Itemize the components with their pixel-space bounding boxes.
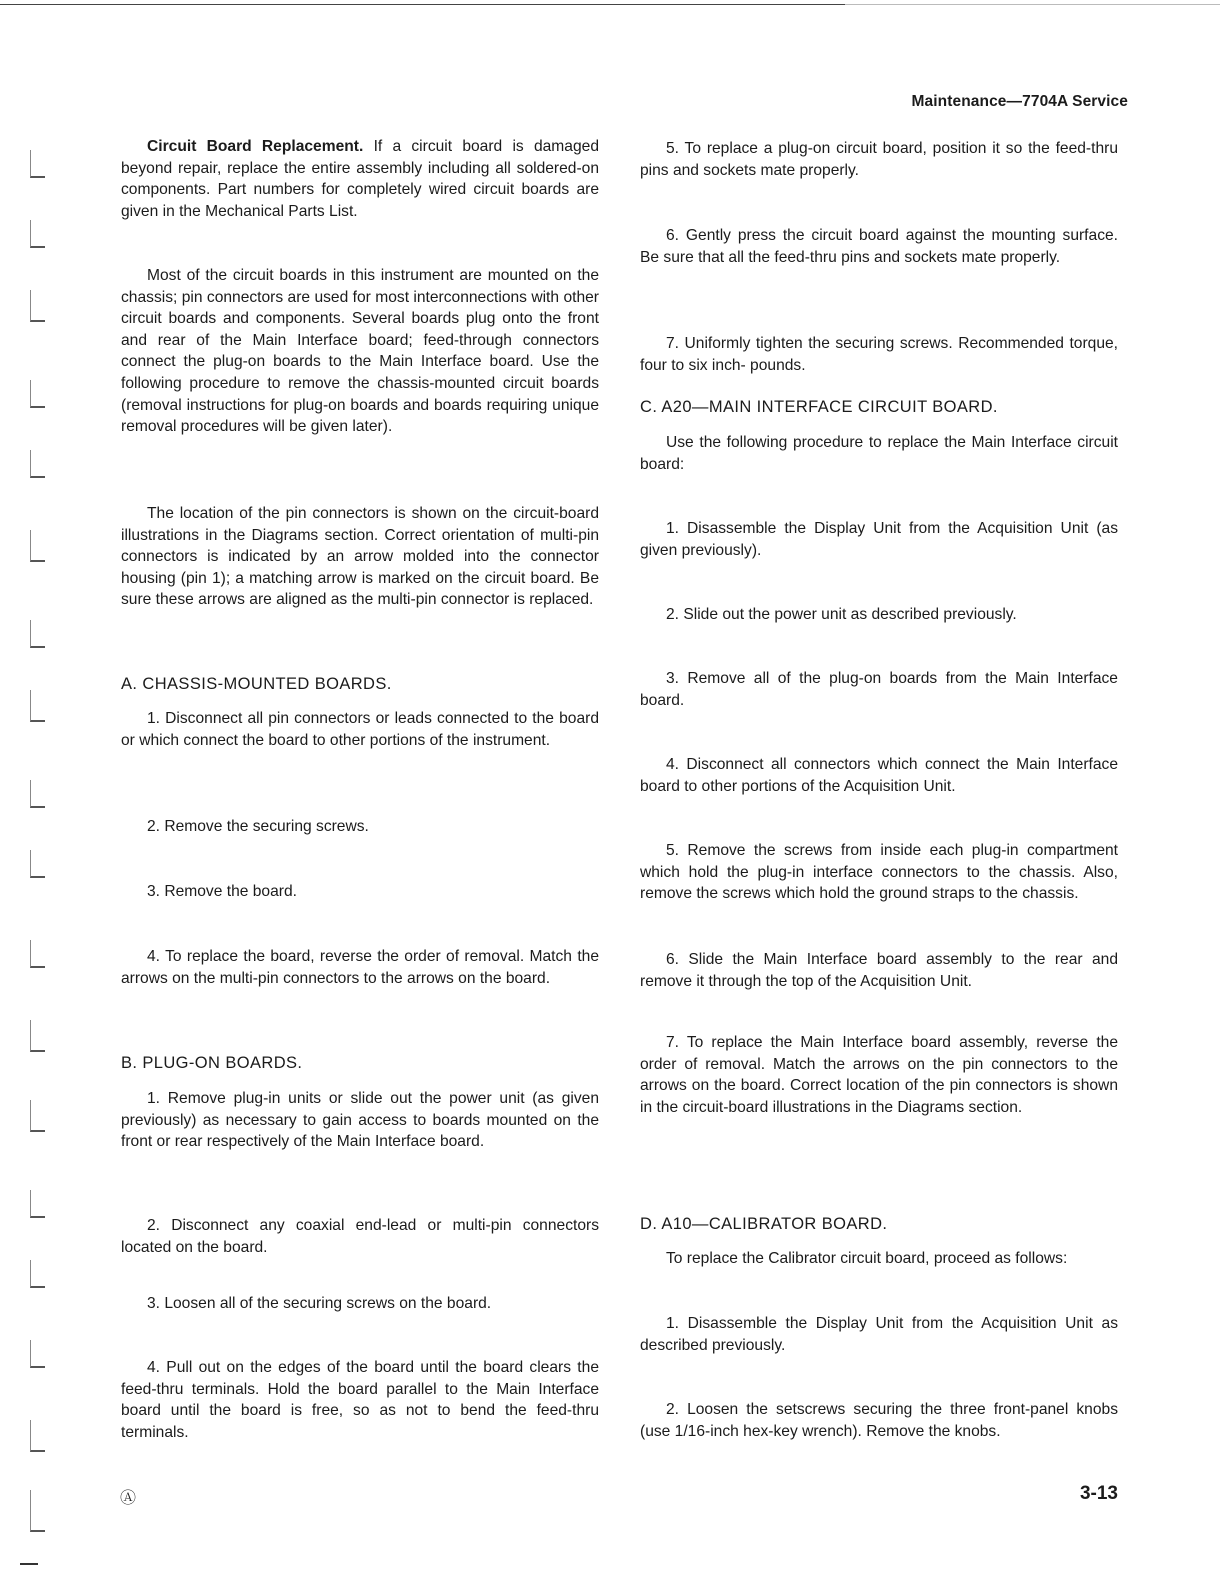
section-c-step-3: 3. Remove all of the plug-on boards from the Main Interface board.	[640, 670, 1118, 709]
section-d-heading: D. A10—CALIBRATOR BOARD.	[640, 1215, 888, 1233]
section-a-step-1: 1. Disconnect all pin connectors or leads connected to the board or which connect the board to other portions of the instrument.	[121, 710, 599, 749]
bottom-mark	[20, 1563, 38, 1565]
section-c-step-2: 2. Slide out the power unit as described previously.	[666, 606, 1017, 623]
section-b-step-7: 7. Uniformly tighten the securing screws. Recommended torque, four to six inch- pounds.	[640, 335, 1118, 374]
section-c-intro: Use the following procedure to replace the Main Interface circuit board:	[640, 434, 1118, 473]
section-c-step-7: 7. To replace the Main Interface board assembly, reverse the order of removal. Match the arrows on the pin connectors to the arrows on the board. Correct location of the pin connectors is shown in the circuit-board illustrations in the Diagrams section.	[640, 1034, 1118, 1116]
paragraph-pin-connectors: The location of the pin connectors is shown on the circuit-board illustrations in the Diagrams section. Correct orientation of multi-pin connectors is indicated by an arrow molded into the connector housing (pin 1); a matching arrow is marked on the circuit board. Be sure these arrows are aligned as the multi-pin connector is replaced.	[121, 505, 599, 609]
intro-paragraph	[121, 136, 599, 222]
section-b-step-6: 6. Gently press the circuit board against the mounting surface. Be sure that all the feed-thru pins and sockets mate properly.	[640, 227, 1118, 266]
section-b-heading: B. PLUG-ON BOARDS.	[121, 1054, 303, 1072]
page-header: Maintenance—7704A Service	[911, 93, 1128, 110]
section-c-step-4: 4. Disconnect all connectors which connect the Main Interface board to other portions of the Acquisition Unit.	[640, 756, 1118, 795]
paragraph-chassis-boards: Most of the circuit boards in this instrument are mounted on the chassis; pin connectors are used for most interconnections with other circuit boards and components. Several boards plug onto the front and rear of the Main Interface board; feed-through connectors connect the plug-on boards to the Main Interface board. Use the following procedure to remove the chassis-mounted circuit boards (removal instructions for plug-on boards and boards requiring unique removal procedures will be given later).	[121, 267, 599, 436]
section-d-step-1: 1. Disassemble the Display Unit from the Acquisition Unit as described previously.	[640, 1315, 1118, 1354]
section-c-heading: C. A20—MAIN INTERFACE CIRCUIT BOARD.	[640, 398, 998, 416]
section-c-step-1: 1. Disassemble the Display Unit from the Acquisition Unit (as given previously).	[640, 520, 1118, 559]
section-c-step-6: 6. Slide the Main Interface board assembly to the rear and remove it through the top of the Acquisition Unit.	[640, 951, 1118, 990]
section-b-step-3: 3. Loosen all of the securing screws on the board.	[147, 1295, 492, 1312]
run-in-heading: Circuit Board Replacement.	[147, 138, 364, 155]
section-b-step-1: 1. Remove plug-in units or slide out the power unit (as given previously) as necessary to gain access to boards mounted on the front or rear respectively of the Main Interface board.	[121, 1090, 599, 1151]
section-a-step-4: 4. To replace the board, reverse the order of removal. Match the arrows on the multi-pin connectors to the arrows on the board.	[121, 948, 599, 987]
section-d-intro: To replace the Calibrator circuit board, proceed as follows:	[666, 1250, 1068, 1267]
page-number: 3-13	[1079, 1483, 1118, 1504]
section-a-heading: A. CHASSIS-MOUNTED BOARDS.	[121, 675, 392, 693]
top-rule-faint	[845, 4, 1220, 5]
section-b-step-5: 5. To replace a plug-on circuit board, position it so the feed-thru pins and sockets mate properly.	[640, 140, 1118, 179]
section-b-step-4: 4. Pull out on the edges of the board until the board clears the feed-thru terminals. Hold the board parallel to the Main Interface board until the board is free, so as not to bend the feed-thru terminals.	[121, 1359, 599, 1441]
section-d-step-2: 2. Loosen the setscrews securing the three front-panel knobs (use 1/16-inch hex-key wrench). Remove the knobs.	[640, 1401, 1118, 1440]
intro-text: If a circuit board is damaged beyond repair, replace the entire assembly including all soldered-on components. Part numbers for completely wired circuit boards are given in the Mechanical Parts List.	[121, 138, 599, 220]
revision-symbol: Ⓐ	[120, 1490, 137, 1507]
section-c-step-5: 5. Remove the screws from inside each plug-in compartment which hold the plug-in interface connectors to the chassis. Also, remove the screws which hold the ground straps to the chassis.	[640, 842, 1118, 903]
section-a-step-3: 3. Remove the board.	[147, 883, 297, 900]
binding-marks	[30, 80, 105, 1570]
top-rule	[0, 4, 845, 5]
section-a-step-2: 2. Remove the securing screws.	[147, 818, 369, 835]
section-b-step-2: 2. Disconnect any coaxial end-lead or multi-pin connectors located on the board.	[121, 1217, 599, 1256]
